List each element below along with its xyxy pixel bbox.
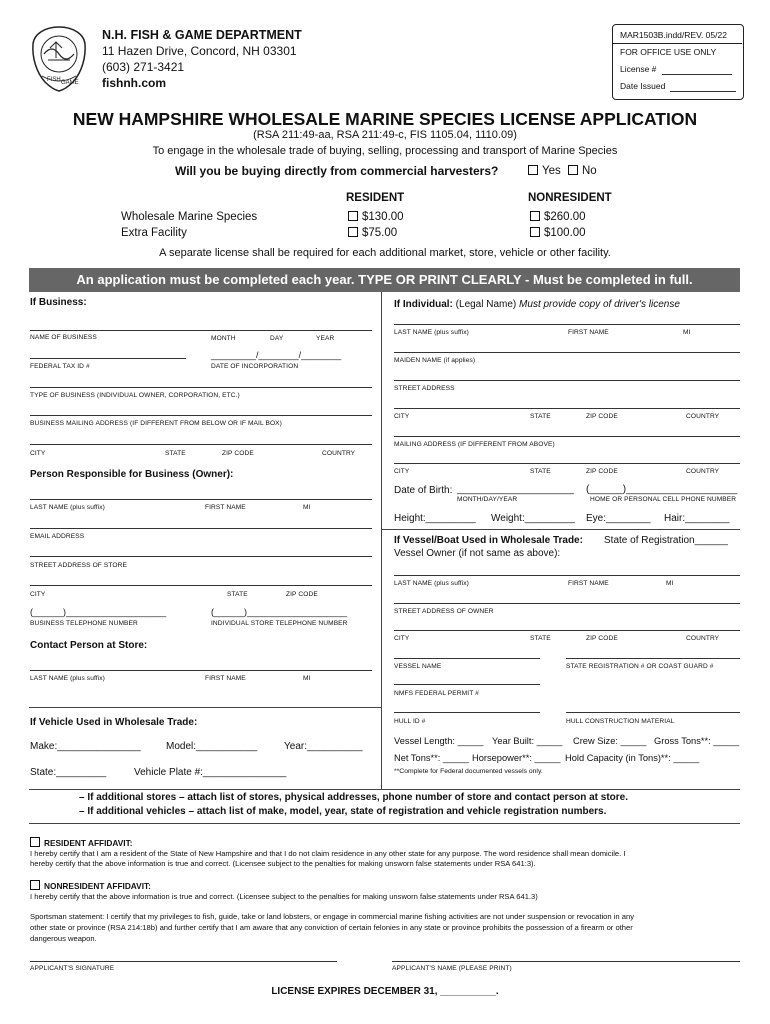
dept-website: fishnh.com: [102, 76, 167, 90]
fee-row-wholesale: Wholesale Marine Species: [121, 211, 258, 223]
hair-color-field[interactable]: Hair:________: [664, 513, 730, 524]
month-label: MONTH: [211, 335, 236, 342]
dob-field[interactable]: _____________________: [457, 484, 574, 495]
vehicle-make-field[interactable]: Make:_______________: [30, 741, 141, 752]
resident-affidavit-text-1: I hereby certify that I am a resident of the State of New Hampshire and that I do not claim residence in any other state for any purpose. The word residence shall mean domicile. I: [30, 849, 626, 858]
contact-name-field[interactable]: [30, 670, 372, 671]
hold-capacity-field[interactable]: Hold Capacity (in Tons)**: _____: [565, 753, 700, 763]
form-id: MAR1503B.indd/REV. 05/22: [620, 30, 727, 40]
state-registration-field[interactable]: [566, 658, 740, 659]
tax-id-label: FEDERAL TAX ID #: [30, 363, 90, 370]
form-title: NEW HAMPSHIRE WHOLESALE MARINE SPECIES LICENSE APPLICATION: [72, 109, 698, 129]
fee-value: $260.00: [544, 211, 586, 223]
seal-text-game: GAME: [61, 80, 79, 86]
individual-country-label: COUNTRY: [686, 413, 720, 420]
license-copy-note: Must provide copy of driver's license: [519, 299, 680, 310]
office-use-label: FOR OFFICE USE ONLY: [620, 47, 717, 57]
harvester-question: Will you be buying directly from commercial harvesters?: [175, 164, 499, 178]
hull-id-field[interactable]: [394, 712, 540, 713]
store-city-field[interactable]: [30, 585, 372, 586]
dept-address: 11 Hazen Drive, Concord, NH 03301: [102, 44, 297, 58]
signature-label: APPLICANT'S SIGNATURE: [30, 965, 115, 972]
resident-affidavit-heading: RESIDENT AFFIDAVIT:: [44, 838, 133, 848]
personal-phone-label: HOME OR PERSONAL CELL PHONE NUMBER: [590, 496, 737, 503]
vessel-owner-mi-label: MI: [666, 580, 674, 587]
vehicle-section-divider: [29, 707, 381, 708]
email-field[interactable]: [30, 528, 372, 529]
harvester-yes-option[interactable]: [528, 165, 561, 177]
business-city-field[interactable]: [30, 444, 372, 445]
fee-value: $130.00: [362, 211, 404, 223]
individual-heading: If Individual:: [394, 299, 453, 310]
year-label: YEAR: [316, 335, 335, 342]
harvester-no-option[interactable]: [568, 165, 597, 177]
mailing-country-label: COUNTRY: [686, 468, 720, 475]
date-issued-label: Date Issued: [620, 81, 666, 91]
individual-city-field[interactable]: [394, 408, 740, 409]
year-built-field[interactable]: Year Built: _____: [492, 736, 563, 746]
email-label: EMAIL ADDRESS: [30, 533, 85, 540]
vessel-name-field[interactable]: [394, 658, 540, 659]
store-state-label: STATE: [227, 591, 248, 598]
dept-phone: (603) 271-3421: [102, 60, 185, 74]
owner-mi-label: MI: [303, 504, 311, 511]
printed-name-label: APPLICANT'S NAME (PLEASE PRINT): [392, 965, 512, 972]
store-city-label: CITY: [30, 591, 46, 598]
resident-affidavit-text-2: hereby certify that the above information is true and correct. (Licensee subject to the penalties for making unsworn false statements under RSA 641:3).: [30, 859, 536, 868]
owner-heading: Person Responsible for Business (Owner):: [30, 469, 234, 480]
incorporation-date-field[interactable]: _________/________/________: [211, 350, 342, 360]
contact-last-name-label: LAST NAME (plus suffix): [30, 675, 105, 682]
sportsman-statement-3: dangerous weapon.: [30, 934, 97, 943]
business-name-label: NAME OF BUSINESS: [30, 334, 97, 341]
business-zip-label: ZIP CODE: [222, 450, 254, 457]
additional-divider-top: [29, 789, 740, 790]
store-street-field[interactable]: [30, 556, 372, 557]
store-phone-field[interactable]: (______)____________________: [211, 607, 348, 617]
fee-value: $75.00: [362, 227, 398, 239]
nmfs-permit-label: NMFS FEDERAL PERMIT #: [394, 690, 479, 697]
mailing-city-label: CITY: [394, 468, 410, 475]
mailing-city-field[interactable]: [394, 463, 740, 464]
fee-row-extra-facility: Extra Facility: [121, 227, 187, 239]
incorporation-date-label: DATE OF INCORPORATION: [211, 363, 299, 370]
checkbox[interactable]: [530, 211, 540, 221]
vehicle-heading: If Vehicle Used in Wholesale Trade:: [30, 717, 198, 728]
rsa-citation: (RSA 211:49-aa, RSA 211:49-c, FIS 1105.04, 1110.09): [253, 129, 517, 141]
contact-mi-label: MI: [303, 675, 311, 682]
vehicle-year-field[interactable]: Year:__________: [284, 741, 363, 752]
vessel-owner-name-field[interactable]: [394, 575, 740, 576]
license-number-label: License #: [620, 64, 657, 74]
resident-extra-option[interactable]: [348, 227, 397, 239]
business-city-label: CITY: [30, 450, 46, 457]
mailing-zip-label: ZIP CODE: [586, 468, 618, 475]
checkbox[interactable]: [348, 211, 358, 221]
nonresident-wholesale-option[interactable]: [530, 211, 586, 223]
owner-street-field[interactable]: [394, 603, 740, 604]
hull-material-field[interactable]: [566, 712, 740, 713]
maiden-name-label: MAIDEN NAME (if applies): [394, 357, 476, 364]
no-label: No: [582, 165, 597, 177]
date-issued-field[interactable]: [670, 91, 736, 92]
personal-phone-field[interactable]: (______)____________________: [586, 484, 738, 495]
nonresident-affidavit-text: I hereby certify that the above information is true and correct. (Licensee subject to the penalties for making unsworn false statements under RSA 641.3): [30, 892, 538, 901]
additional-stores-note: – If additional stores – attach list of stores, physical addresses, phone number of store and contact person at store.: [79, 792, 629, 803]
business-state-label: STATE: [165, 450, 186, 457]
individual-first-name-label: FIRST NAME: [568, 329, 609, 336]
store-zip-label: ZIP CODE: [286, 591, 318, 598]
no-checkbox[interactable]: [568, 165, 578, 175]
day-label: DAY: [270, 335, 284, 342]
resident-wholesale-option[interactable]: [348, 211, 404, 223]
vehicle-model-field[interactable]: Model:___________: [166, 741, 258, 752]
store-phone-label: INDIVIDUAL STORE TELEPHONE NUMBER: [211, 620, 348, 627]
height-field[interactable]: Height:_________: [394, 513, 476, 524]
owner-street-label: STREET ADDRESS OF OWNER: [394, 608, 494, 615]
hull-id-label: HULL ID #: [394, 718, 426, 725]
nonresident-heading: NONRESIDENT: [528, 192, 612, 204]
business-type-field[interactable]: [30, 387, 372, 388]
crew-size-field[interactable]: Crew Size: _____: [573, 736, 647, 746]
business-mailing-label: BUSINESS MAILING ADDRESS (IF DIFFERENT FROM BELOW OR IF MAIL BOX): [30, 420, 282, 427]
owner-first-name-label: FIRST NAME: [205, 504, 246, 511]
individual-name-field[interactable]: [394, 324, 740, 325]
additional-vehicles-note: – If additional vehicles – attach list of make, model, year, state of registration and vehicle registration numbers.: [79, 806, 607, 817]
owner-city-label: CITY: [394, 635, 410, 642]
office-box-divider: [613, 43, 742, 44]
business-name-field[interactable]: [30, 330, 372, 331]
checkbox[interactable]: [530, 227, 540, 237]
fee-value: $100.00: [544, 227, 586, 239]
printed-name-field[interactable]: [392, 961, 740, 962]
resident-affidavit-checkbox[interactable]: [30, 837, 40, 847]
dob-label: Date of Birth:: [394, 485, 453, 496]
nonresident-affidavit-option[interactable]: [30, 880, 151, 891]
yes-checkbox[interactable]: [528, 165, 538, 175]
weight-field[interactable]: Weight:_________: [491, 513, 575, 524]
business-country-label: COUNTRY: [322, 450, 356, 457]
owner-last-name-label: LAST NAME (plus suffix): [30, 504, 105, 511]
individual-heading-line: [394, 299, 680, 310]
business-phone-label: BUSINESS TELEPHONE NUMBER: [30, 620, 138, 627]
vehicle-plate-field[interactable]: Vehicle Plate #:_______________: [134, 767, 287, 778]
individual-city-label: CITY: [394, 413, 410, 420]
store-street-label: STREET ADDRESS OF STORE: [30, 562, 127, 569]
owner-city-field[interactable]: [394, 630, 740, 631]
gross-tons-field[interactable]: Gross Tons**: _____: [654, 736, 740, 746]
contact-first-name-label: FIRST NAME: [205, 675, 246, 682]
eye-color-field[interactable]: Eye:________: [586, 513, 651, 524]
vessel-heading: If Vessel/Boat Used in Wholesale Trade:: [394, 535, 583, 546]
dept-name: N.H. FISH & GAME DEPARTMENT: [102, 28, 302, 42]
individual-zip-label: ZIP CODE: [586, 413, 618, 420]
license-number-field[interactable]: [662, 74, 732, 75]
hull-material-label: HULL CONSTRUCTION MATERIAL: [566, 718, 675, 725]
nmfs-permit-field[interactable]: [394, 684, 540, 685]
individual-last-name-label: LAST NAME (plus suffix): [394, 329, 469, 336]
business-phone-field[interactable]: (______)____________________: [30, 607, 167, 617]
resident-affidavit-option[interactable]: [30, 837, 133, 848]
vehicle-state-field[interactable]: State:_________: [30, 767, 107, 778]
horsepower-field[interactable]: Horsepower**: _____: [472, 753, 561, 763]
checkbox[interactable]: [348, 227, 358, 237]
owner-zip-label: ZIP CODE: [586, 635, 618, 642]
vessel-name-label: VESSEL NAME: [394, 663, 442, 670]
legal-name-note: (Legal Name): [455, 299, 517, 310]
mailing-state-label: STATE: [530, 468, 551, 475]
business-type-label: TYPE OF BUSINESS (INDIVIDUAL OWNER, CORPORATION, ETC.): [30, 392, 240, 399]
additional-divider-bottom: [29, 823, 740, 824]
sportsman-statement-1: Sportsman statement: I certify that my privileges to fish, guide, take or land lobsters, or engage in commercial marine fishing activities are not under suspension or revocation in any: [30, 912, 634, 921]
nonresident-extra-option[interactable]: [530, 227, 586, 239]
dob-sub-label: MONTH/DAY/YEAR: [457, 496, 518, 503]
individual-mailing-field[interactable]: [394, 436, 740, 437]
signature-field[interactable]: [30, 961, 337, 962]
license-expiration: LICENSE EXPIRES DECEMBER 31, __________.: [271, 986, 499, 997]
maiden-name-field[interactable]: [394, 352, 740, 353]
contact-heading: Contact Person at Store:: [30, 640, 148, 651]
column-divider: [381, 292, 382, 789]
nh-fish-game-seal: [28, 24, 90, 94]
nonresident-affidavit-checkbox[interactable]: [30, 880, 40, 890]
nonresident-affidavit-heading: NONRESIDENT AFFIDAVIT:: [44, 881, 151, 891]
individual-mailing-label: MAILING ADDRESS (IF DIFFERENT FROM ABOVE): [394, 441, 555, 448]
vessel-length-field[interactable]: Vessel Length: _____: [394, 736, 484, 746]
federal-tax-id-field[interactable]: [30, 358, 186, 359]
individual-mi-label: MI: [683, 329, 691, 336]
vessel-owner-last-name-label: LAST NAME (plus suffix): [394, 580, 469, 587]
state-registration-label: STATE REGISTRATION # OR COAST GUARD #: [566, 663, 714, 670]
yes-label: Yes: [542, 165, 561, 177]
vessel-section-divider: [382, 529, 740, 530]
vessel-owner-heading: Vessel Owner (if not same as above):: [394, 548, 561, 559]
sportsman-statement-2: other state or province (RSA 214:18b) and further certify that I am aware that any conviction of certain felonies in any state or province prohibits the possession of a firearm or other: [30, 923, 633, 932]
street-address-field[interactable]: [394, 380, 740, 381]
seal-text-fish: FISH: [47, 77, 61, 83]
owner-name-field[interactable]: [30, 499, 372, 500]
vessel-owner-first-name-label: FIRST NAME: [568, 580, 609, 587]
owner-state-label: STATE: [530, 635, 551, 642]
federal-vessel-footnote: **Complete for Federal documented vessels only.: [394, 768, 543, 775]
separate-license-note: A separate license shall be required for each additional market, store, vehicle or other facility.: [159, 247, 611, 259]
resident-heading: RESIDENT: [346, 192, 405, 204]
street-address-label: STREET ADDRESS: [394, 385, 455, 392]
individual-state-label: STATE: [530, 413, 551, 420]
net-tons-field[interactable]: Net Tons**: _____: [394, 753, 469, 763]
state-of-registration-field[interactable]: State of Registration______: [604, 535, 728, 546]
business-mailing-field[interactable]: [30, 415, 372, 416]
purpose-text: To engage in the wholesale trade of buying, selling, processing and transport of Marine Species: [152, 145, 618, 157]
owner-country-label: COUNTRY: [686, 635, 720, 642]
business-heading: If Business:: [30, 297, 87, 308]
instructions-banner: An application must be completed each year. TYPE OR PRINT CLEARLY - Must be completed in full.: [29, 268, 740, 292]
